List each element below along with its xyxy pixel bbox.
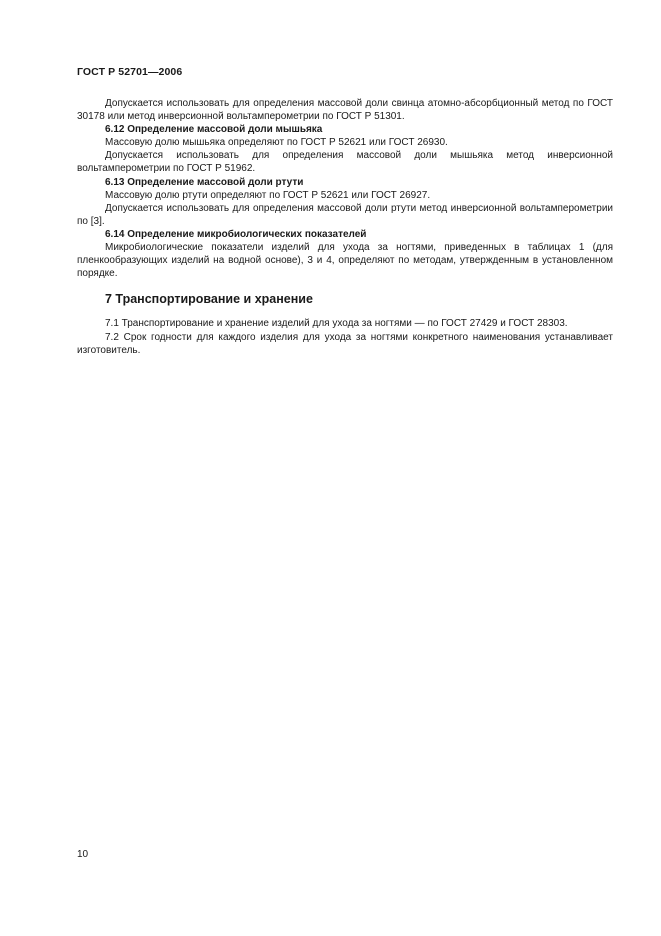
subsection-6-14-heading: 6.14 Определение микробиологических показателей xyxy=(105,228,367,240)
paragraph-lead-method: Допускается использовать для определения массовой доли свинца атомно-абсорбционный метод по ГОСТ 30178 или метод инверсионной вольтамперометрии по ГОСТ Р 51301. xyxy=(77,98,613,123)
paragraph-7-1: 7.1 Транспортирование и хранение изделий для ухода за ногтями — по ГОСТ 27429 и ГОСТ 28303. xyxy=(105,318,568,330)
paragraph-6-12-1: Массовую долю мышьяка определяют по ГОСТ Р 52621 или ГОСТ 26930. xyxy=(105,137,448,149)
paragraph-6-14-1: Микробиологические показатели изделий для ухода за ногтями, приведенных в таблицах 1 (для пленкообразующих изделий на водной основе), 3 и 4, определяют по методам, утвержденным в установленном порядке. xyxy=(77,242,613,280)
paragraph-6-13-2: Допускается использовать для определения массовой доли ртути метод инверсионной вольтамперометрии по [3]. xyxy=(77,202,613,227)
paragraph-6-12-2: Допускается использовать для определения массовой доли мышьяка метод инверсионной вольтамперометрии по ГОСТ Р 51962. xyxy=(77,150,613,175)
document-body xyxy=(77,97,613,357)
section-7-heading: 7 Транспортирование и хранение xyxy=(105,292,313,307)
paragraph-6-13-1: Массовую долю ртути определяют по ГОСТ Р 52621 или ГОСТ 26927. xyxy=(105,189,431,201)
subsection-6-13-heading: 6.13 Определение массовой доли ртути xyxy=(105,176,304,188)
paragraph-7-2: 7.2 Срок годности для каждого изделия для ухода за ногтями конкретного наименования устанавливает изготовитель. xyxy=(77,331,613,356)
subsection-6-12-heading: 6.12 Определение массовой доли мышьяка xyxy=(105,124,323,136)
page-number: 10 xyxy=(77,849,89,860)
document-code-header: ГОСТ Р 52701—2006 xyxy=(77,66,183,78)
